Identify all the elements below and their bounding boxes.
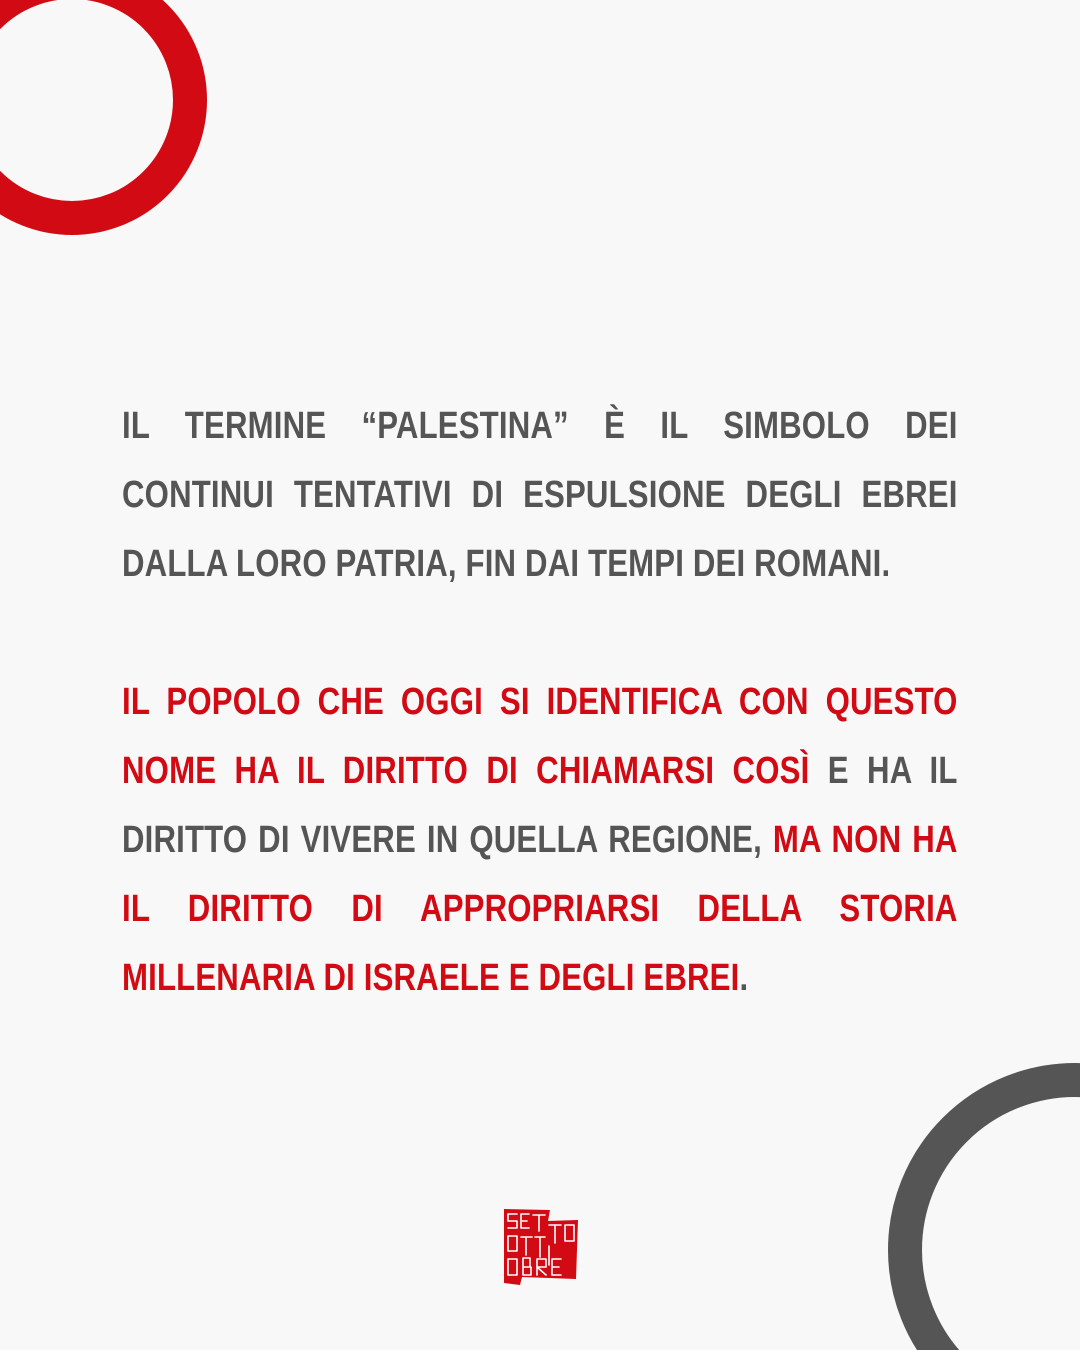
highlight-text-2: MA NON HA IL DIRITTO DI APPROPRIARSI DELLA STORIA MILLENARIA DI ISRAELE E DEGLI EBREI: [122, 819, 958, 999]
main-text-block: [122, 392, 958, 1013]
paragraph-intro: [122, 392, 958, 599]
paragraph-main: [122, 668, 958, 1013]
final-period: .: [739, 957, 749, 999]
body-text-1: E HA IL DIRITTO DI VIVERE IN QUELLA REGIONE,: [122, 750, 958, 861]
highlight-text-1: IL POPOLO CHE OGGI SI IDENTIFICA CON QUESTO NOME HA IL DIRITTO DI CHIAMARSI COSÌ: [122, 681, 958, 792]
sette-ottobre-logo: [502, 1207, 580, 1287]
red-ring-decoration: [0, 0, 220, 280]
gray-ring-decoration: [880, 1050, 1080, 1350]
paragraph-intro-text: IL TERMINE “PALESTINA” È IL SIMBOLO DEI CONTINUI TENTATIVI DI ESPULSIONE DEGLI EBREI DALLA LORO PATRIA, FIN DAI TEMPI DEI ROMANI.: [122, 405, 958, 585]
